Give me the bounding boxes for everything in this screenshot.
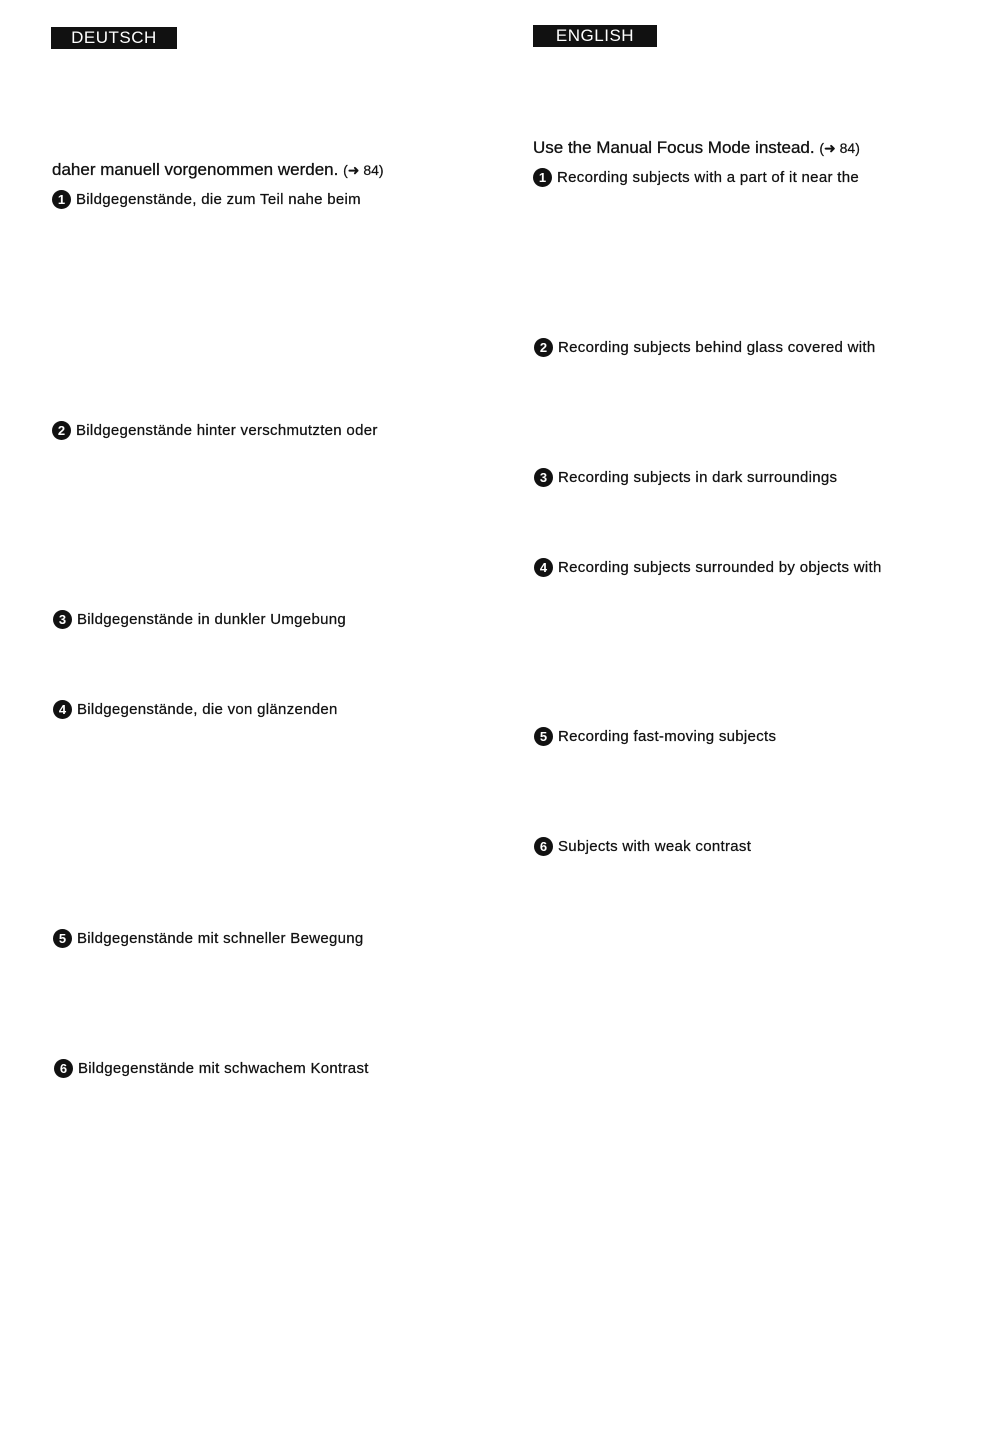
english-page-reference: (➜ 84) (819, 140, 860, 156)
english-list-item (534, 727, 776, 746)
deutsch-lead-text: daher manuell vorgenommen werden. (52, 160, 339, 179)
english-list-item (534, 558, 882, 577)
number-badge-icon: 6 (534, 837, 553, 856)
number-badge-icon: 3 (53, 610, 72, 629)
deutsch-item-text: Bildgegenstände, die zum Teil nahe beim (76, 191, 361, 208)
deutsch-lead-sentence (52, 160, 384, 180)
deutsch-list-item (53, 700, 338, 719)
english-lead-sentence (533, 138, 860, 158)
number-badge-icon: 4 (534, 558, 553, 577)
number-badge-icon: 2 (52, 421, 71, 440)
number-badge-icon: 2 (534, 338, 553, 357)
english-lead-text: Use the Manual Focus Mode instead. (533, 138, 815, 157)
deutsch-item-text: Bildgegenstände, die von glänzenden (77, 701, 338, 718)
english-list-item (534, 468, 837, 487)
language-tab-deutsch: DEUTSCH (51, 27, 177, 49)
english-item-text: Recording fast-moving subjects (558, 728, 777, 745)
number-badge-icon: 3 (534, 468, 553, 487)
deutsch-item-text: Bildgegenstände in dunkler Umgebung (77, 611, 347, 628)
deutsch-list-item (53, 929, 364, 948)
english-item-text: Recording subjects in dark surroundings (558, 469, 838, 486)
number-badge-icon: 5 (53, 929, 72, 948)
english-list-item (534, 837, 751, 856)
english-list-item (533, 168, 859, 187)
number-badge-icon: 4 (53, 700, 72, 719)
english-list-item (534, 338, 876, 357)
number-badge-icon: 5 (534, 727, 553, 746)
deutsch-list-item (52, 190, 361, 209)
english-item-text: Subjects with weak contrast (558, 838, 752, 855)
number-badge-icon: 6 (54, 1059, 73, 1078)
number-badge-icon: 1 (533, 168, 552, 187)
english-item-text: Recording subjects with a part of it near the (557, 169, 859, 186)
english-item-text: Recording subjects behind glass covered with (558, 339, 876, 356)
number-badge-icon: 1 (52, 190, 71, 209)
deutsch-item-text: Bildgegenstände mit schneller Bewegung (77, 930, 364, 947)
deutsch-list-item (53, 610, 346, 629)
deutsch-list-item (54, 1059, 369, 1078)
language-tab-english: ENGLISH (533, 25, 657, 47)
deutsch-item-text: Bildgegenstände hinter verschmutzten oder (76, 422, 378, 439)
english-item-text: Recording subjects surrounded by objects with (558, 559, 882, 576)
deutsch-item-text: Bildgegenstände mit schwachem Kontrast (78, 1060, 369, 1077)
deutsch-list-item (52, 421, 378, 440)
deutsch-page-reference: (➜ 84) (343, 162, 384, 178)
